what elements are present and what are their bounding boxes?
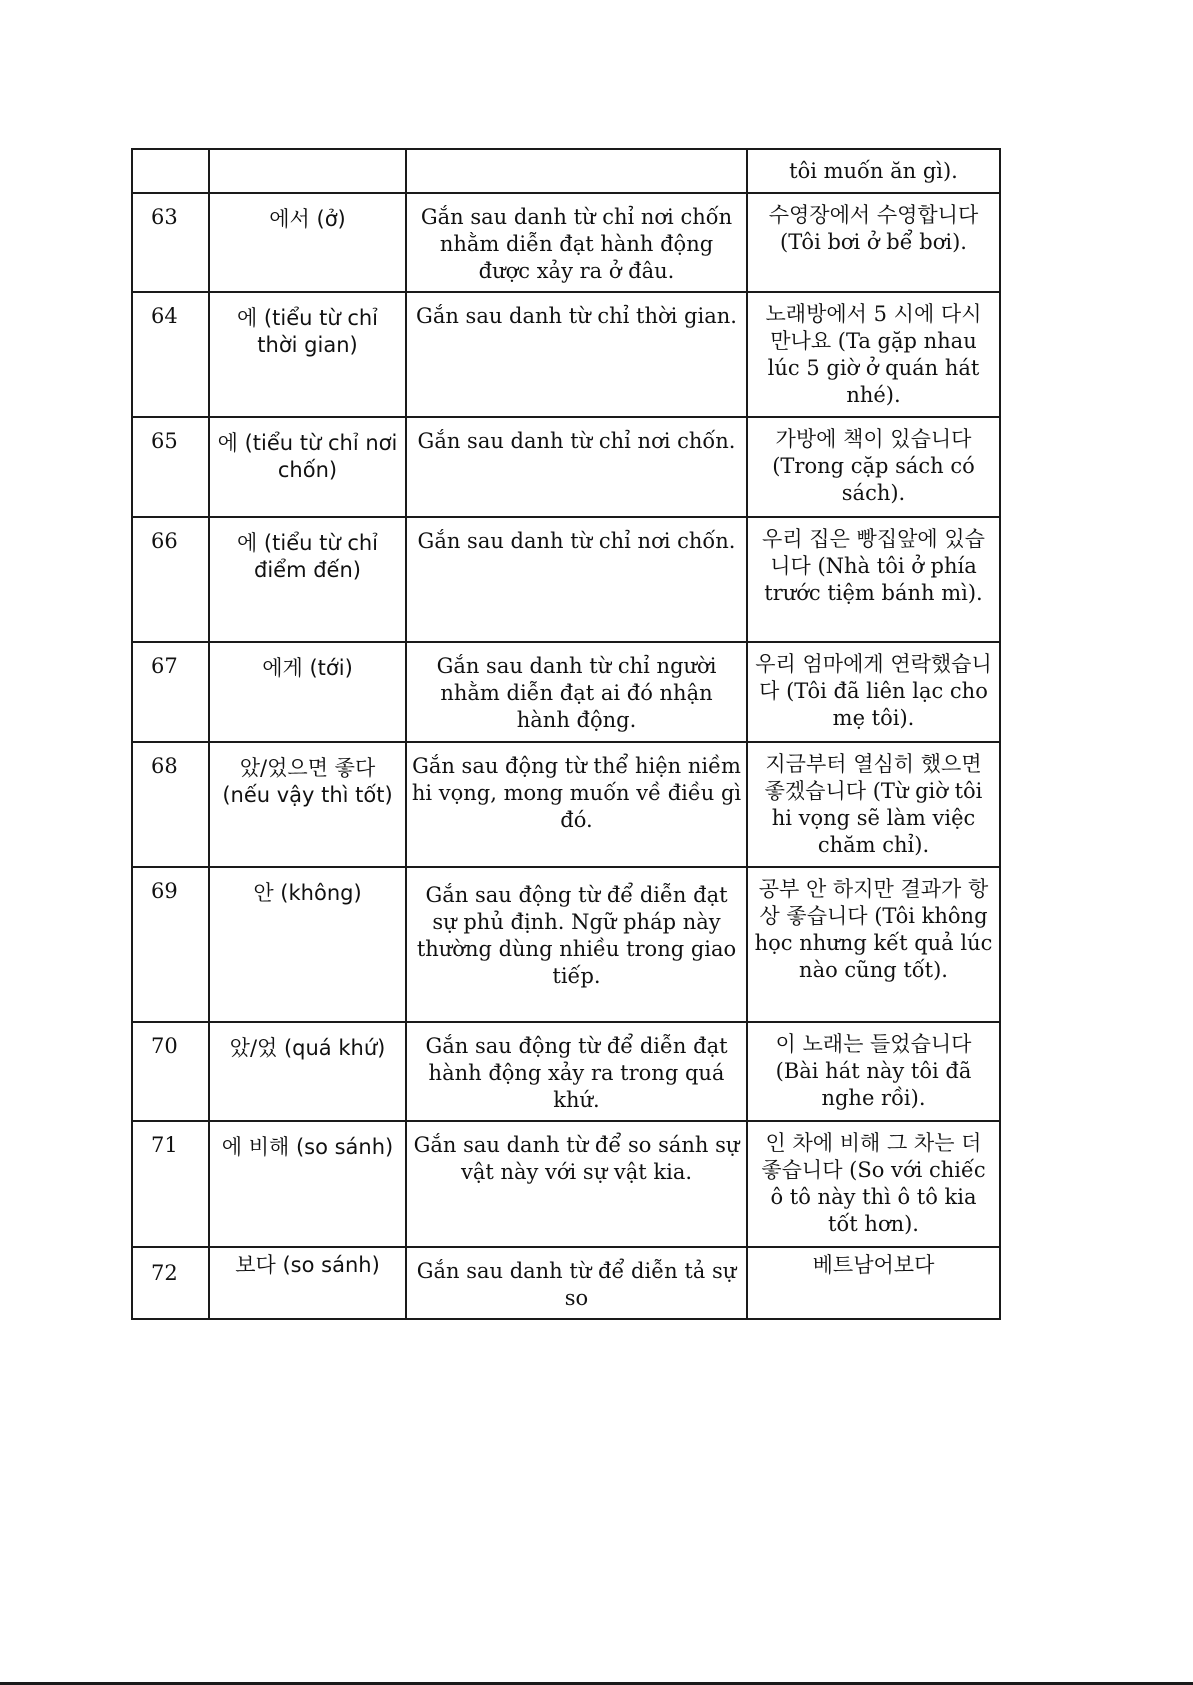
grammar-cell — [209, 292, 406, 417]
num-cell: 71 — [132, 1121, 209, 1247]
description-cell: Gắn sau danh từ để diễn tả sự so — [406, 1247, 747, 1319]
example-cell: 우리 엄마에게 연락했습니다 (Tôi đã liên lạc cho mẹ tôi). — [747, 642, 1000, 742]
num-cell: 68 — [132, 742, 209, 867]
table-row — [132, 193, 1000, 292]
grammar-text: 보다 (so sánh) — [235, 1253, 380, 1277]
table-row — [132, 417, 1000, 517]
grammar-text: 았/었으면 좋다 (nếu vậy thì tốt) — [222, 756, 393, 807]
example-cell: 우리 집은 빵집앞에 있습니다 (Nhà tôi ở phía trước tiệm bánh mì). — [747, 517, 1000, 642]
grammar-text: 에게 (tới) — [262, 656, 353, 680]
description-cell — [406, 149, 747, 193]
description-cell: Gắn sau danh từ chỉ nơi chốn. — [406, 517, 747, 642]
num-cell: 72 — [132, 1247, 209, 1319]
table-row — [132, 867, 1000, 1022]
num-cell: 69 — [132, 867, 209, 1022]
table-row — [132, 1121, 1000, 1247]
table-row — [132, 742, 1000, 867]
description-cell: Gắn sau danh từ chỉ nơi chốn. — [406, 417, 747, 517]
description-cell: Gắn sau danh từ chỉ người nhằm diễn đạt ai đó nhận hành động. — [406, 642, 747, 742]
num-cell: 70 — [132, 1022, 209, 1121]
grammar-cell — [209, 1022, 406, 1121]
table-row — [132, 1247, 1000, 1319]
description-cell: Gắn sau động từ để diễn đạt hành động xảy ra trong quá khứ. — [406, 1022, 747, 1121]
description-cell: Gắn sau động từ để diễn đạt sự phủ định. Ngữ pháp này thường dùng nhiều trong giao tiếp. — [406, 867, 747, 1022]
num-cell: 63 — [132, 193, 209, 292]
example-cell: 노래방에서 5 시에 다시 만나요 (Ta gặp nhau lúc 5 giờ ở quán hát nhé). — [747, 292, 1000, 417]
grammar-text: 에 (tiểu từ chỉ điểm đến) — [236, 531, 379, 582]
description-cell: Gắn sau danh từ chỉ nơi chốn nhằm diễn đạt hành động được xảy ra ở đâu. — [406, 193, 747, 292]
grammar-text: 안 (không) — [253, 881, 362, 905]
example-cell: 공부 안 하지만 결과가 항상 좋습니다 (Tôi không học nhưng kết quả lúc nào cũng tốt). — [747, 867, 1000, 1022]
grammar-text: 에 (tiểu từ chỉ thời gian) — [236, 306, 379, 357]
example-cell: 가방에 책이 있습니다 (Trong cặp sách có sách). — [747, 417, 1000, 517]
table-row-continuation — [132, 149, 1000, 193]
num-cell: 64 — [132, 292, 209, 417]
example-cell: 인 차에 비해 그 차는 더 좋습니다 (So với chiếc ô tô này thì ô tô kia tốt hơn). — [747, 1121, 1000, 1247]
grammar-text: 에서 (ở) — [269, 207, 346, 231]
table-row — [132, 517, 1000, 642]
num-cell — [132, 149, 209, 193]
num-cell: 67 — [132, 642, 209, 742]
grammar-cell — [209, 193, 406, 292]
table-row — [132, 1022, 1000, 1121]
example-cell: 지금부터 열심히 했으면 좋겠습니다 (Từ giờ tôi hi vọng sẽ làm việc chăm chỉ). — [747, 742, 1000, 867]
description-cell: Gắn sau danh từ chỉ thời gian. — [406, 292, 747, 417]
num-cell: 65 — [132, 417, 209, 517]
example-text: 베트남어보다 — [812, 1253, 935, 1277]
grammar-cell — [209, 742, 406, 867]
grammar-cell — [209, 149, 406, 193]
example-text: tôi muốn ăn gì). — [789, 159, 958, 183]
grammar-cell — [209, 642, 406, 742]
grammar-text: 에 (tiểu từ chỉ nơi chốn) — [217, 431, 398, 482]
grammar-cell — [209, 517, 406, 642]
grammar-cell — [209, 417, 406, 517]
grammar-cell — [209, 867, 406, 1022]
description-cell: Gắn sau danh từ để so sánh sự vật này với sự vật kia. — [406, 1121, 747, 1247]
grammar-table — [131, 148, 1001, 1320]
example-cell — [747, 1247, 1000, 1319]
num-cell: 66 — [132, 517, 209, 642]
grammar-text: 았/었 (quá khứ) — [229, 1036, 386, 1060]
grammar-cell — [209, 1121, 406, 1247]
table-row — [132, 642, 1000, 742]
example-cell: 이 노래는 들었습니다 (Bài hát này tôi đã nghe rồi). — [747, 1022, 1000, 1121]
example-cell: 수영장에서 수영합니다 (Tôi bơi ở bể bơi). — [747, 193, 1000, 292]
table-row — [132, 292, 1000, 417]
description-cell: Gắn sau động từ thể hiện niềm hi vọng, mong muốn về điều gì đó. — [406, 742, 747, 867]
example-cell — [747, 149, 1000, 193]
grammar-text: 에 비해 (so sánh) — [221, 1135, 394, 1159]
grammar-cell — [209, 1247, 406, 1319]
